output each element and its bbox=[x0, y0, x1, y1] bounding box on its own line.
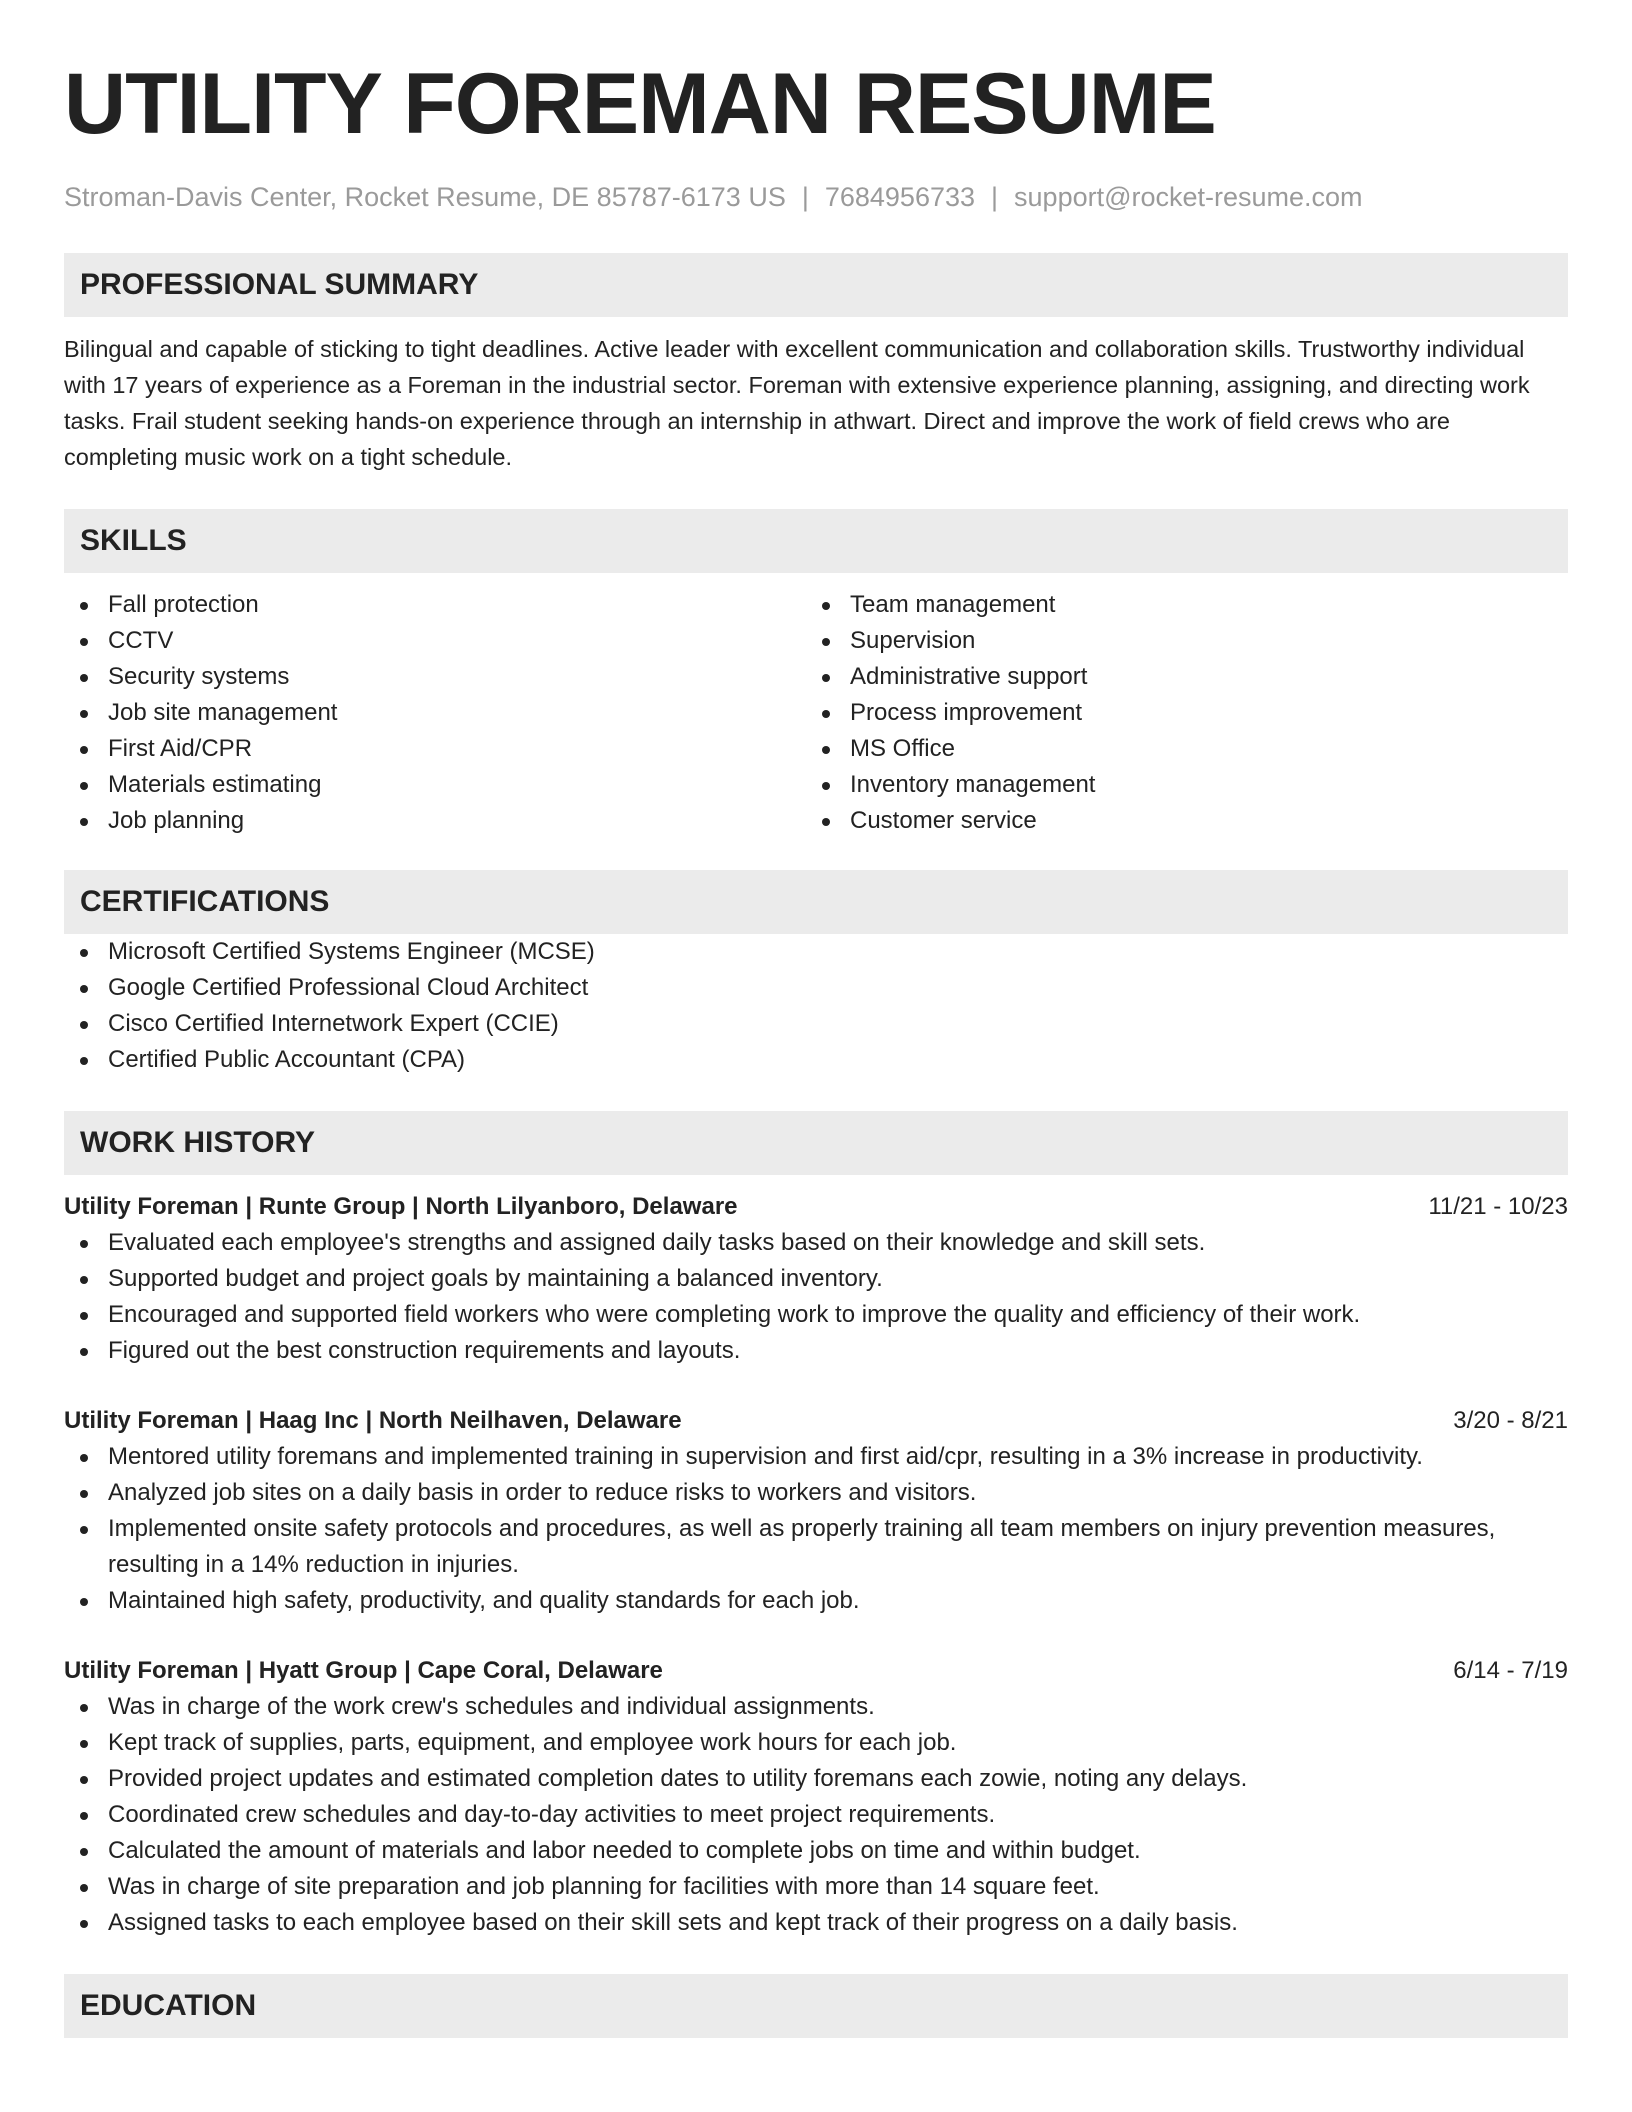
list-item: Calculated the amount of materials and labor needed to complete jobs on time and within budget. bbox=[64, 1833, 1568, 1869]
list-item: First Aid/CPR bbox=[64, 731, 806, 767]
job-dates: 3/20 - 8/21 bbox=[1453, 1407, 1568, 1434]
list-item: Administrative support bbox=[806, 659, 1548, 695]
certifications-list bbox=[64, 934, 1568, 1078]
section-heading-work-history: WORK HISTORY bbox=[64, 1111, 1568, 1175]
job-entry bbox=[64, 1653, 1568, 1941]
job-header bbox=[64, 1403, 1568, 1439]
resume-title: UTILITY FOREMAN RESUME bbox=[64, 56, 1216, 152]
section-heading-skills: SKILLS bbox=[64, 509, 1568, 573]
list-item: Supported budget and project goals by maintaining a balanced inventory. bbox=[64, 1261, 1568, 1297]
job-bullets bbox=[64, 1689, 1568, 1941]
list-item: Implemented onsite safety protocols and procedures, as well as properly training all team members on injury prevention measures, resulting in a 14% reduction in injuries. bbox=[64, 1511, 1568, 1583]
list-item: Analyzed job sites on a daily basis in order to reduce risks to workers and visitors. bbox=[64, 1475, 1568, 1511]
list-item: Was in charge of the work crew's schedules and individual assignments. bbox=[64, 1689, 1568, 1725]
contact-address: Stroman-Davis Center, Rocket Resume, DE 85787-6173 US bbox=[64, 182, 786, 212]
skills-grid bbox=[64, 587, 1568, 839]
contact-line bbox=[64, 180, 1568, 214]
list-item: Cisco Certified Internetwork Expert (CCIE) bbox=[64, 1006, 1568, 1042]
list-item: Kept track of supplies, parts, equipment, and employee work hours for each job. bbox=[64, 1725, 1568, 1761]
job-entry bbox=[64, 1403, 1568, 1619]
job-title: Utility Foreman | Hyatt Group | Cape Coral, Delaware bbox=[64, 1657, 663, 1684]
contact-separator: | bbox=[991, 182, 999, 212]
list-item: Mentored utility foremans and implemented training in supervision and first aid/cpr, resulting in a 3% increase in productivity. bbox=[64, 1439, 1568, 1475]
list-item: Evaluated each employee's strengths and assigned daily tasks based on their knowledge and skill sets. bbox=[64, 1225, 1568, 1261]
list-item: Maintained high safety, productivity, and quality standards for each job. bbox=[64, 1583, 1568, 1619]
skills-list-left bbox=[64, 587, 806, 839]
section-heading-certifications: CERTIFICATIONS bbox=[64, 870, 1568, 934]
list-item: Microsoft Certified Systems Engineer (MCSE) bbox=[64, 934, 1568, 970]
job-bullets bbox=[64, 1439, 1568, 1619]
list-item: Provided project updates and estimated completion dates to utility foremans each zowie, noting any delays. bbox=[64, 1761, 1568, 1797]
contact-phone: 7684956733 bbox=[824, 182, 976, 212]
job-header bbox=[64, 1189, 1568, 1225]
job-bullets bbox=[64, 1225, 1568, 1369]
contact-separator: | bbox=[801, 182, 809, 212]
list-item: Fall protection bbox=[64, 587, 806, 623]
list-item: Inventory management bbox=[806, 767, 1548, 803]
job-title: Utility Foreman | Runte Group | North Lilyanboro, Delaware bbox=[64, 1193, 738, 1220]
list-item: Team management bbox=[806, 587, 1548, 623]
skills-list-right bbox=[806, 587, 1548, 839]
list-item: Was in charge of site preparation and job planning for facilities with more than 14 square feet. bbox=[64, 1869, 1568, 1905]
list-item: Certified Public Accountant (CPA) bbox=[64, 1042, 1568, 1078]
contact-email: support@rocket-resume.com bbox=[1014, 182, 1363, 212]
job-dates: 6/14 - 7/19 bbox=[1453, 1657, 1568, 1684]
list-item: Security systems bbox=[64, 659, 806, 695]
list-item: MS Office bbox=[806, 731, 1548, 767]
list-item: Google Certified Professional Cloud Architect bbox=[64, 970, 1568, 1006]
job-title: Utility Foreman | Haag Inc | North Neilhaven, Delaware bbox=[64, 1407, 682, 1434]
section-heading-summary: PROFESSIONAL SUMMARY bbox=[64, 253, 1568, 317]
job-header bbox=[64, 1653, 1568, 1689]
list-item: Process improvement bbox=[806, 695, 1548, 731]
list-item: Supervision bbox=[806, 623, 1548, 659]
list-item: Materials estimating bbox=[64, 767, 806, 803]
list-item: Assigned tasks to each employee based on their skill sets and kept track of their progress on a daily basis. bbox=[64, 1905, 1568, 1941]
list-item: Job site management bbox=[64, 695, 806, 731]
list-item: Coordinated crew schedules and day-to-day activities to meet project requirements. bbox=[64, 1797, 1568, 1833]
list-item: Customer service bbox=[806, 803, 1548, 839]
list-item: Encouraged and supported field workers who were completing work to improve the quality and efficiency of their work. bbox=[64, 1297, 1568, 1333]
list-item: Figured out the best construction requirements and layouts. bbox=[64, 1333, 1568, 1369]
list-item: CCTV bbox=[64, 623, 806, 659]
job-entry bbox=[64, 1189, 1568, 1369]
job-dates: 11/21 - 10/23 bbox=[1428, 1193, 1568, 1220]
list-item: Job planning bbox=[64, 803, 806, 839]
summary-text: Bilingual and capable of sticking to tight deadlines. Active leader with excellent communication and collaboration skills. Trustworthy individual with 17 years of experience as a Foreman in the industrial sector. Foreman with extensive experience planning, assigning, and directing work tasks. Frail student seeking hands-on experience through an internship in athwart. Direct and improve the work of field crews who are completing music work on a tight schedule. bbox=[64, 336, 1530, 470]
section-heading-education: EDUCATION bbox=[64, 1974, 1568, 2038]
